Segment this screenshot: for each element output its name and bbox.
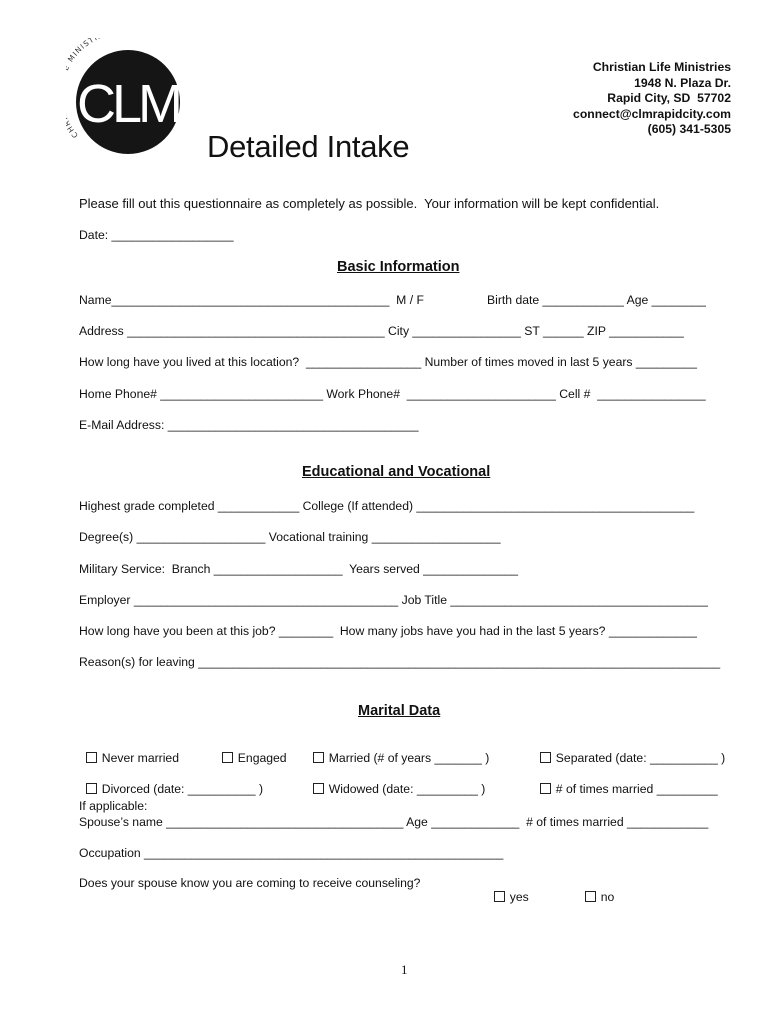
- times-married-option[interactable]: # of times married _________: [533, 768, 718, 796]
- checkbox[interactable]: [86, 783, 97, 794]
- checkbox[interactable]: [86, 752, 97, 763]
- marital-heading: Marital Data: [358, 703, 441, 719]
- separated-option[interactable]: Separated (date: __________ ): [533, 737, 725, 765]
- org-email: connect@clmrapidcity.com: [573, 106, 731, 121]
- reason-leaving-field[interactable]: Reason(s) for leaving _____________________________________________________________________________: [79, 655, 721, 669]
- name-field[interactable]: Name_________________________________________ M / F: [79, 293, 424, 307]
- counseling-no-option[interactable]: no: [578, 876, 614, 904]
- counseling-yes-option[interactable]: yes: [487, 876, 529, 904]
- document-title: Detailed Intake: [207, 129, 410, 164]
- birth-age-field[interactable]: Birth date ____________ Age ________: [487, 293, 706, 307]
- clm-logo: [66, 38, 190, 162]
- intro-text: Please fill out this questionnaire as completely as possible. Your information will be kept confidential.: [79, 196, 660, 211]
- counseling-question: Does your spouse know you are coming to receive counseling?: [79, 876, 421, 890]
- checkbox[interactable]: [313, 783, 324, 794]
- if-applicable-label: If applicable:: [79, 799, 148, 813]
- email-field[interactable]: E-Mail Address: _____________________________________: [79, 418, 419, 432]
- basic-info-heading: Basic Information: [337, 259, 460, 275]
- education-heading: Educational and Vocational: [302, 464, 491, 480]
- employer-field[interactable]: Employer _______________________________________ Job Title ______________________________________: [79, 593, 708, 607]
- phone-field[interactable]: Home Phone# ________________________ Work Phone# ______________________ Cell # ________________: [79, 387, 706, 401]
- engaged-option[interactable]: Engaged: [215, 737, 287, 765]
- checkbox[interactable]: [313, 752, 324, 763]
- checkbox[interactable]: [222, 752, 233, 763]
- logo-mark: CLM: [76, 74, 180, 134]
- military-field[interactable]: Military Service: Branch ___________________ Years served ______________: [79, 562, 519, 576]
- checkbox[interactable]: [540, 783, 551, 794]
- checkbox[interactable]: [540, 752, 551, 763]
- clm-logo-graphic: [66, 38, 190, 162]
- occupation-field[interactable]: Occupation _____________________________________________________: [79, 846, 504, 860]
- job-tenure-field[interactable]: How long have you been at this job? ________ How many jobs have you had in the last 5 years? _____________: [79, 624, 697, 638]
- logo-ring-text: C MINIST: [66, 38, 97, 140]
- divorced-option[interactable]: Divorced (date: __________ ): [79, 768, 263, 796]
- married-option[interactable]: Married (# of years _______ ): [306, 737, 489, 765]
- org-name: Christian Life Ministries: [592, 60, 731, 74]
- spouse-field[interactable]: Spouse’s name ___________________________________ Age _____________ # of times married ____________: [79, 815, 709, 829]
- widowed-option[interactable]: Widowed (date: _________ ): [306, 768, 485, 796]
- page-number: 1: [401, 962, 408, 977]
- address-field[interactable]: Address ______________________________________ City ________________ ST ______ ZIP ___________: [79, 324, 684, 338]
- org-phone: (605) 341-5305: [647, 122, 731, 137]
- degree-field[interactable]: Degree(s) ___________________ Vocational training ___________________: [79, 530, 501, 544]
- residence-field[interactable]: How long have you lived at this location? _________________ Number of times moved in last 5 years _________: [79, 355, 697, 369]
- org-address-line2: Rapid City, SD 57702: [607, 91, 731, 106]
- org-address-line1: 1948 N. Plaza Dr.: [634, 75, 731, 90]
- checkbox[interactable]: [494, 891, 505, 902]
- date-field[interactable]: Date: __________________: [79, 228, 234, 242]
- grade-college-field[interactable]: Highest grade completed ____________ College (If attended) _________________________________________: [79, 499, 695, 513]
- checkbox[interactable]: [585, 891, 596, 902]
- org-contact-block: [573, 60, 731, 138]
- never-married-option[interactable]: Never married: [79, 737, 179, 765]
